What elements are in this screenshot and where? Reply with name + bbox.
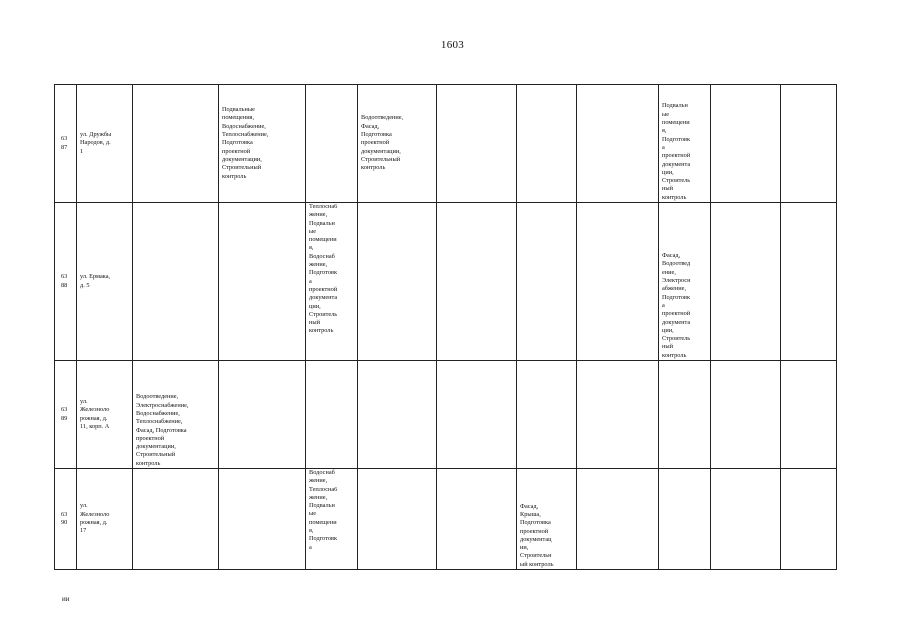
- work-cell: Фасад, Водоотвед ение, Электросн абжение, Подготовк а проектной документа ции, Строитель ный контроль: [659, 203, 711, 361]
- table-row: [55, 85, 837, 203]
- work-cell: Подвальные помещения, Водоснабжение, Теплоснабжение, Подготовка проектной документации, Строительный контроль: [219, 85, 306, 203]
- work-cell: [577, 203, 659, 361]
- work-cell: [781, 203, 837, 361]
- work-cell: [437, 469, 517, 570]
- work-cell: [306, 85, 358, 203]
- row-number: 63 89: [55, 361, 77, 469]
- work-cell: [577, 469, 659, 570]
- work-cell: [517, 85, 577, 203]
- work-cell: [711, 469, 781, 570]
- work-cell: [219, 361, 306, 469]
- table-row: [55, 361, 837, 469]
- address-cell: ул. Дружбы Народов, д. 1: [77, 85, 133, 203]
- page-number: 1603: [440, 39, 465, 51]
- work-cell: [219, 469, 306, 570]
- table-row: [55, 469, 837, 570]
- work-cell: [306, 361, 358, 469]
- address-cell: ул. Ермака, д. 5: [77, 203, 133, 361]
- work-cell: [358, 469, 437, 570]
- work-cell: [711, 85, 781, 203]
- work-cell: [711, 361, 781, 469]
- work-cell: Водоотведение, Электроснабжение, Водоснабжение, Теплоснабжение, Фасад, Подготовка проектной документации, Строительный контроль: [133, 361, 219, 469]
- repair-schedule-table: [54, 84, 837, 570]
- address-cell: ул. Железноло рожная, д. 17: [77, 469, 133, 570]
- work-cell: [517, 203, 577, 361]
- work-cell: [437, 85, 517, 203]
- row-number: 63 87: [55, 85, 77, 203]
- work-cell: Теплосна6 жение, Подвальн ые помещени я, Водоснаб жение, Подготовк а проектной документа ции, Строитель ный контроль: [306, 203, 358, 361]
- row-number: 63 90: [55, 469, 77, 570]
- work-cell: [711, 203, 781, 361]
- work-cell: Подвальн ые помещени я, Подготовк а проектной документа ции, Строитель ный контроль: [659, 85, 711, 203]
- work-cell: [781, 85, 837, 203]
- work-cell: Водоотведение, Фасад, Подготовка проектной документации, Строительный контроль: [358, 85, 437, 203]
- work-cell: [133, 469, 219, 570]
- work-cell: [577, 85, 659, 203]
- row-number: 63 88: [55, 203, 77, 361]
- work-cell: Водоснаб жение, Теплосна6 жение, Подвальн ые помещени я, Подготовк а: [306, 469, 358, 570]
- work-cell: [437, 361, 517, 469]
- work-cell: [133, 203, 219, 361]
- work-cell: [358, 361, 437, 469]
- work-cell: [659, 361, 711, 469]
- work-cell: [358, 203, 437, 361]
- work-cell: [781, 469, 837, 570]
- work-cell: [219, 203, 306, 361]
- work-cell: [517, 361, 577, 469]
- work-cell: [133, 85, 219, 203]
- table-row: [55, 203, 837, 361]
- work-cell: [437, 203, 517, 361]
- work-cell: [781, 361, 837, 469]
- work-cell: [659, 469, 711, 570]
- address-cell: ул. Железноло рожная, д. 11, корп. А: [77, 361, 133, 469]
- work-cell: Фасад, Крыша, Подготовка проектной документац ии, Строительн ый контроль: [517, 469, 577, 570]
- work-cell: [577, 361, 659, 469]
- footer-mark: ии: [62, 595, 70, 603]
